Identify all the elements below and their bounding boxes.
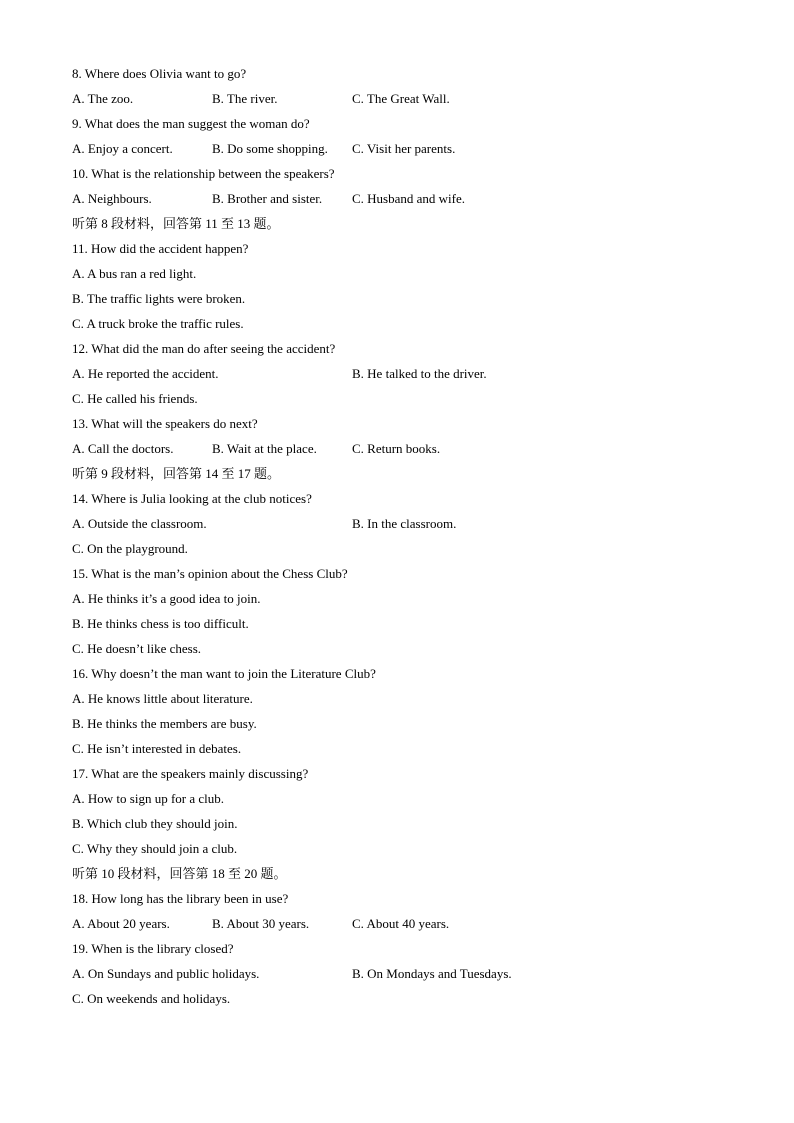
option-8b: B. The river. <box>212 91 278 106</box>
question-19: 19. When is the library closed? <box>72 941 234 956</box>
option-19c: C. On weekends and holidays. <box>72 991 231 1006</box>
option-16b: B. He thinks the members are busy. <box>72 716 257 731</box>
exam-page <box>72 64 752 1014</box>
option-14c: C. On the playground. <box>72 541 188 556</box>
question-14: 14. Where is Julia looking at the club notices? <box>72 491 312 506</box>
question-13: 13. What will the speakers do next? <box>72 416 258 431</box>
option-16a: A. He knows little about literature. <box>72 691 253 706</box>
option-9c: C. Visit her parents. <box>352 141 456 156</box>
option-19b: B. On Mondays and Tuesdays. <box>352 966 512 981</box>
option-8a: A. The zoo. <box>72 91 134 106</box>
option-12a: A. He reported the accident. <box>72 366 219 381</box>
question-9: 9. What does the man suggest the woman do? <box>72 116 310 131</box>
question-11: 11. How did the accident happen? <box>72 241 249 256</box>
section-9-instruction: 听第 9 段材料，回答第 14 至 17 题。 <box>72 466 281 481</box>
option-13b: B. Wait at the place. <box>212 441 317 456</box>
option-15a: A. He thinks it’s a good idea to join. <box>72 591 261 606</box>
option-9a: A. Enjoy a concert. <box>72 141 173 156</box>
options-9 <box>72 139 752 164</box>
option-14a: A. Outside the classroom. <box>72 516 207 531</box>
option-16c: C. He isn’t interested in debates. <box>72 741 242 756</box>
option-18b: B. About 30 years. <box>212 916 310 931</box>
option-11b: B. The traffic lights were broken. <box>72 291 246 306</box>
option-10c: C. Husband and wife. <box>352 191 466 206</box>
option-18c: C. About 40 years. <box>352 916 450 931</box>
section-8-instruction: 听第 8 段材料，回答第 11 至 13 题。 <box>72 216 280 231</box>
option-13a: A. Call the doctors. <box>72 441 174 456</box>
question-10: 10. What is the relationship between the speakers? <box>72 166 335 181</box>
question-15: 15. What is the man’s opinion about the Chess Club? <box>72 566 348 581</box>
question-12: 12. What did the man do after seeing the accident? <box>72 341 336 356</box>
option-13c: C. Return books. <box>352 441 441 456</box>
option-9b: B. Do some shopping. <box>212 141 328 156</box>
section-10-instruction: 听第 10 段材料，回答第 18 至 20 题。 <box>72 866 287 881</box>
option-12c: C. He called his friends. <box>72 391 198 406</box>
options-14 <box>72 514 752 539</box>
option-12b: B. He talked to the driver. <box>352 366 487 381</box>
option-18a: A. About 20 years. <box>72 916 170 931</box>
option-17c: C. Why they should join a club. <box>72 841 238 856</box>
question-16: 16. Why doesn’t the man want to join the Literature Club? <box>72 666 376 681</box>
option-14b: B. In the classroom. <box>352 516 457 531</box>
option-17b: B. Which club they should join. <box>72 816 238 831</box>
option-11c: C. A truck broke the traffic rules. <box>72 316 244 331</box>
question-8: 8. Where does Olivia want to go? <box>72 66 247 81</box>
option-15c: C. He doesn’t like chess. <box>72 641 202 656</box>
options-10 <box>72 189 752 214</box>
question-18: 18. How long has the library been in use? <box>72 891 289 906</box>
option-17a: A. How to sign up for a club. <box>72 791 225 806</box>
option-8c: C. The Great Wall. <box>352 91 450 106</box>
options-8 <box>72 89 752 114</box>
option-10a: A. Neighbours. <box>72 191 152 206</box>
options-18 <box>72 914 752 939</box>
options-12 <box>72 364 752 389</box>
options-19 <box>72 964 752 989</box>
option-11a: A. A bus ran a red light. <box>72 266 197 281</box>
option-19a: A. On Sundays and public holidays. <box>72 966 260 981</box>
option-15b: B. He thinks chess is too difficult. <box>72 616 249 631</box>
options-13 <box>72 439 752 464</box>
question-17: 17. What are the speakers mainly discussing? <box>72 766 309 781</box>
option-10b: B. Brother and sister. <box>212 191 323 206</box>
